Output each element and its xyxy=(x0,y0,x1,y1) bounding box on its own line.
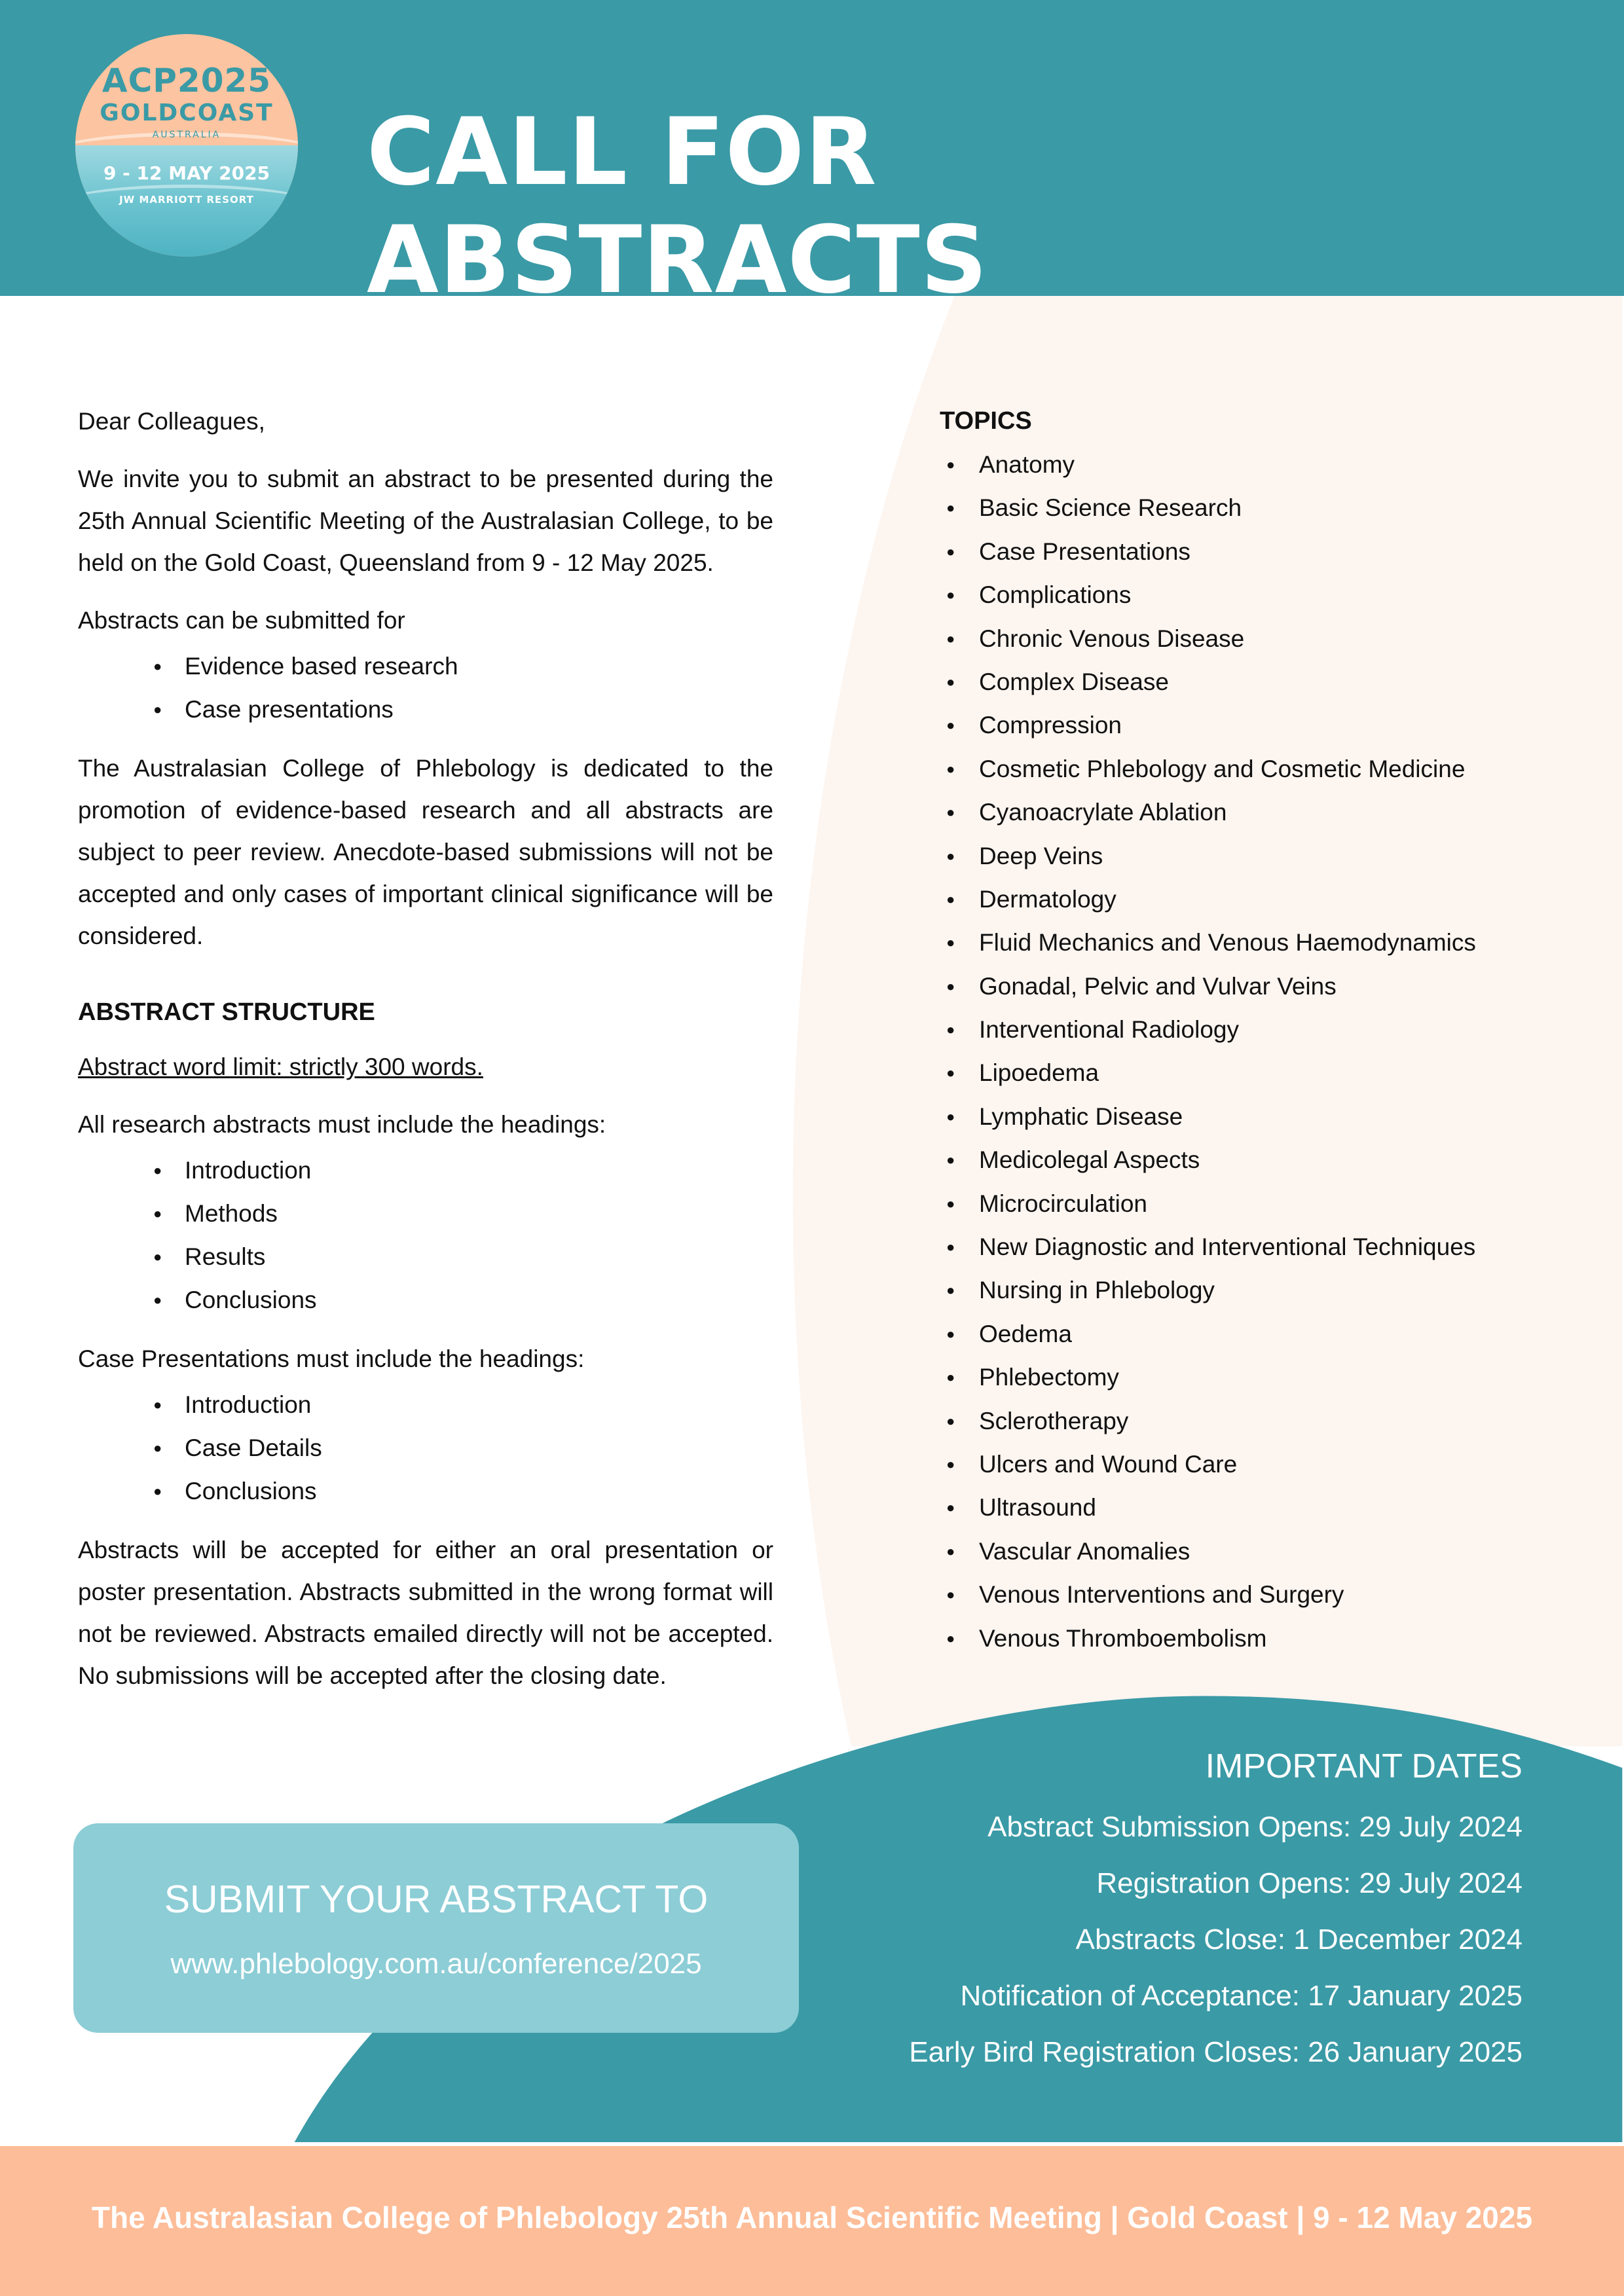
topic-item: ● Vascular Anomalies xyxy=(940,1530,1568,1573)
topic-item: ● Deep Veins xyxy=(940,835,1568,878)
topics-list xyxy=(940,443,1568,1660)
date-item: Notification of Acceptance: 17 January 2025 xyxy=(960,1980,1522,2012)
topics-heading: TOPICS xyxy=(940,407,1032,435)
topic-item: ● Ulcers and Wound Care xyxy=(940,1443,1568,1486)
logo-text: 9 - 12 MAY 2025 xyxy=(103,162,270,184)
important-dates xyxy=(737,1747,1522,2092)
topic-item: ● Lipoedema xyxy=(940,1051,1568,1095)
page-title: CALL FOR ABSTRACTS xyxy=(367,98,988,314)
greeting: Dear Colleagues, xyxy=(78,408,265,435)
topic-item: ● Compression xyxy=(940,704,1568,747)
submit-url-link[interactable]: www.phlebology.com.au/conference/2025 xyxy=(170,1948,702,1980)
topic-item: ● Venous Thromboembolism xyxy=(940,1617,1568,1660)
list-item: ● Evidence based research xyxy=(78,646,773,689)
logo-wave-line xyxy=(75,185,298,227)
submit-types-list xyxy=(78,646,773,732)
case-intro: Case Presentations must include the headings: xyxy=(78,1345,585,1372)
invite-paragraph: We invite you to submit an abstract to be presented during the 25th Annual Scientific Meeting of the Australasian College, to be held on the Gold Coast, Queensland from 9 - 12 May 2025. xyxy=(78,465,773,576)
list-item: ● Introduction xyxy=(78,1150,773,1193)
research-intro: All research abstracts must include the headings: xyxy=(78,1111,606,1138)
submit-heading: SUBMIT YOUR ABSTRACT TO xyxy=(164,1878,709,1921)
topic-item: ● Basic Science Research xyxy=(940,486,1568,530)
date-item: Early Bird Registration Closes: 26 January 2025 xyxy=(909,2036,1522,2068)
left-column xyxy=(78,401,773,1713)
topic-item: ● Ultrasound xyxy=(940,1486,1568,1529)
topic-item: ● Chronic Venous Disease xyxy=(940,617,1568,661)
word-limit: Abstract word limit: strictly 300 words. xyxy=(78,1053,483,1080)
list-item: ● Conclusions xyxy=(78,1470,773,1514)
footer-text: The Australasian College of Phlebology 25th Annual Scientific Meeting | Gold Coast | 9 - 12 May 2025 xyxy=(91,2200,1533,2234)
topic-item: ● Complications xyxy=(940,574,1568,617)
list-item: ● Case Details xyxy=(78,1427,773,1470)
list-item: ● Conclusions xyxy=(78,1279,773,1322)
logo-text: JW MARRIOTT RESORT xyxy=(119,194,254,206)
list-item: ● Results xyxy=(78,1236,773,1279)
logo-text: ACP2025 xyxy=(101,62,272,100)
list-item: ● Introduction xyxy=(78,1384,773,1427)
topic-item: ● Interventional Radiology xyxy=(940,1008,1568,1051)
date-item: Abstract Submission Opens: 29 July 2024 xyxy=(987,1811,1522,1843)
date-item: Abstracts Close: 1 December 2024 xyxy=(1075,1923,1522,1956)
list-item: ● Methods xyxy=(78,1193,773,1236)
dedication-paragraph: The Australasian College of Phlebology is dedicated to the promotion of evidence-based research and all abstracts are subject to peer review. Anecdote-based submissions will not be accepted and only cases of important clinical significance will be considered. xyxy=(78,755,773,949)
topic-item: ● Phlebectomy xyxy=(940,1356,1568,1399)
topic-item: ● Gonadal, Pelvic and Vulvar Veins xyxy=(940,965,1568,1008)
topic-item: ● Dermatology xyxy=(940,878,1568,921)
topic-item: ● Cosmetic Phlebology and Cosmetic Medicine xyxy=(940,748,1568,791)
date-item: Registration Opens: 29 July 2024 xyxy=(1096,1867,1522,1899)
topic-item: ● Oedema xyxy=(940,1313,1568,1356)
topic-item: ● Anatomy xyxy=(940,443,1568,486)
topic-item: ● Microcirculation xyxy=(940,1182,1568,1226)
research-headings-list xyxy=(78,1150,773,1322)
topic-item: ● Nursing in Phlebology xyxy=(940,1269,1568,1312)
topic-item: ● Sclerotherapy xyxy=(940,1400,1568,1443)
list-item: ● Case presentations xyxy=(78,689,773,732)
logo-text: AUSTRALIA xyxy=(152,130,221,140)
topic-item: ● Complex Disease xyxy=(940,661,1568,704)
topic-item: ● Venous Interventions and Surgery xyxy=(940,1573,1568,1616)
case-headings-list xyxy=(78,1384,773,1514)
submit-for-label: Abstracts can be submitted for xyxy=(78,607,405,634)
topic-item: ● Medicolegal Aspects xyxy=(940,1139,1568,1182)
structure-heading: ABSTRACT STRUCTURE xyxy=(78,998,375,1026)
acceptance-paragraph: Abstracts will be accepted for either an oral presentation or poster presentation. Abstracts submitted in the wrong format will not be reviewed. Abstracts emailed directly will not be accepted. No submissions will be accepted after the closing date. xyxy=(78,1537,773,1689)
topic-item: ● Lymphatic Disease xyxy=(940,1095,1568,1139)
conference-logo xyxy=(75,34,298,257)
topic-item: ● Case Presentations xyxy=(940,530,1568,574)
topics-section xyxy=(940,407,1568,1660)
logo-text: GOLDCOAST xyxy=(100,100,274,126)
topic-item: ● Fluid Mechanics and Venous Haemodynamics xyxy=(940,921,1568,964)
topic-item: ● Cyanoacrylate Ablation xyxy=(940,791,1568,834)
topic-item: ● New Diagnostic and Interventional Techniques xyxy=(940,1226,1568,1269)
submit-box xyxy=(73,1823,799,2033)
dates-heading: IMPORTANT DATES xyxy=(1205,1747,1522,1785)
footer-banner xyxy=(0,2146,1624,2296)
